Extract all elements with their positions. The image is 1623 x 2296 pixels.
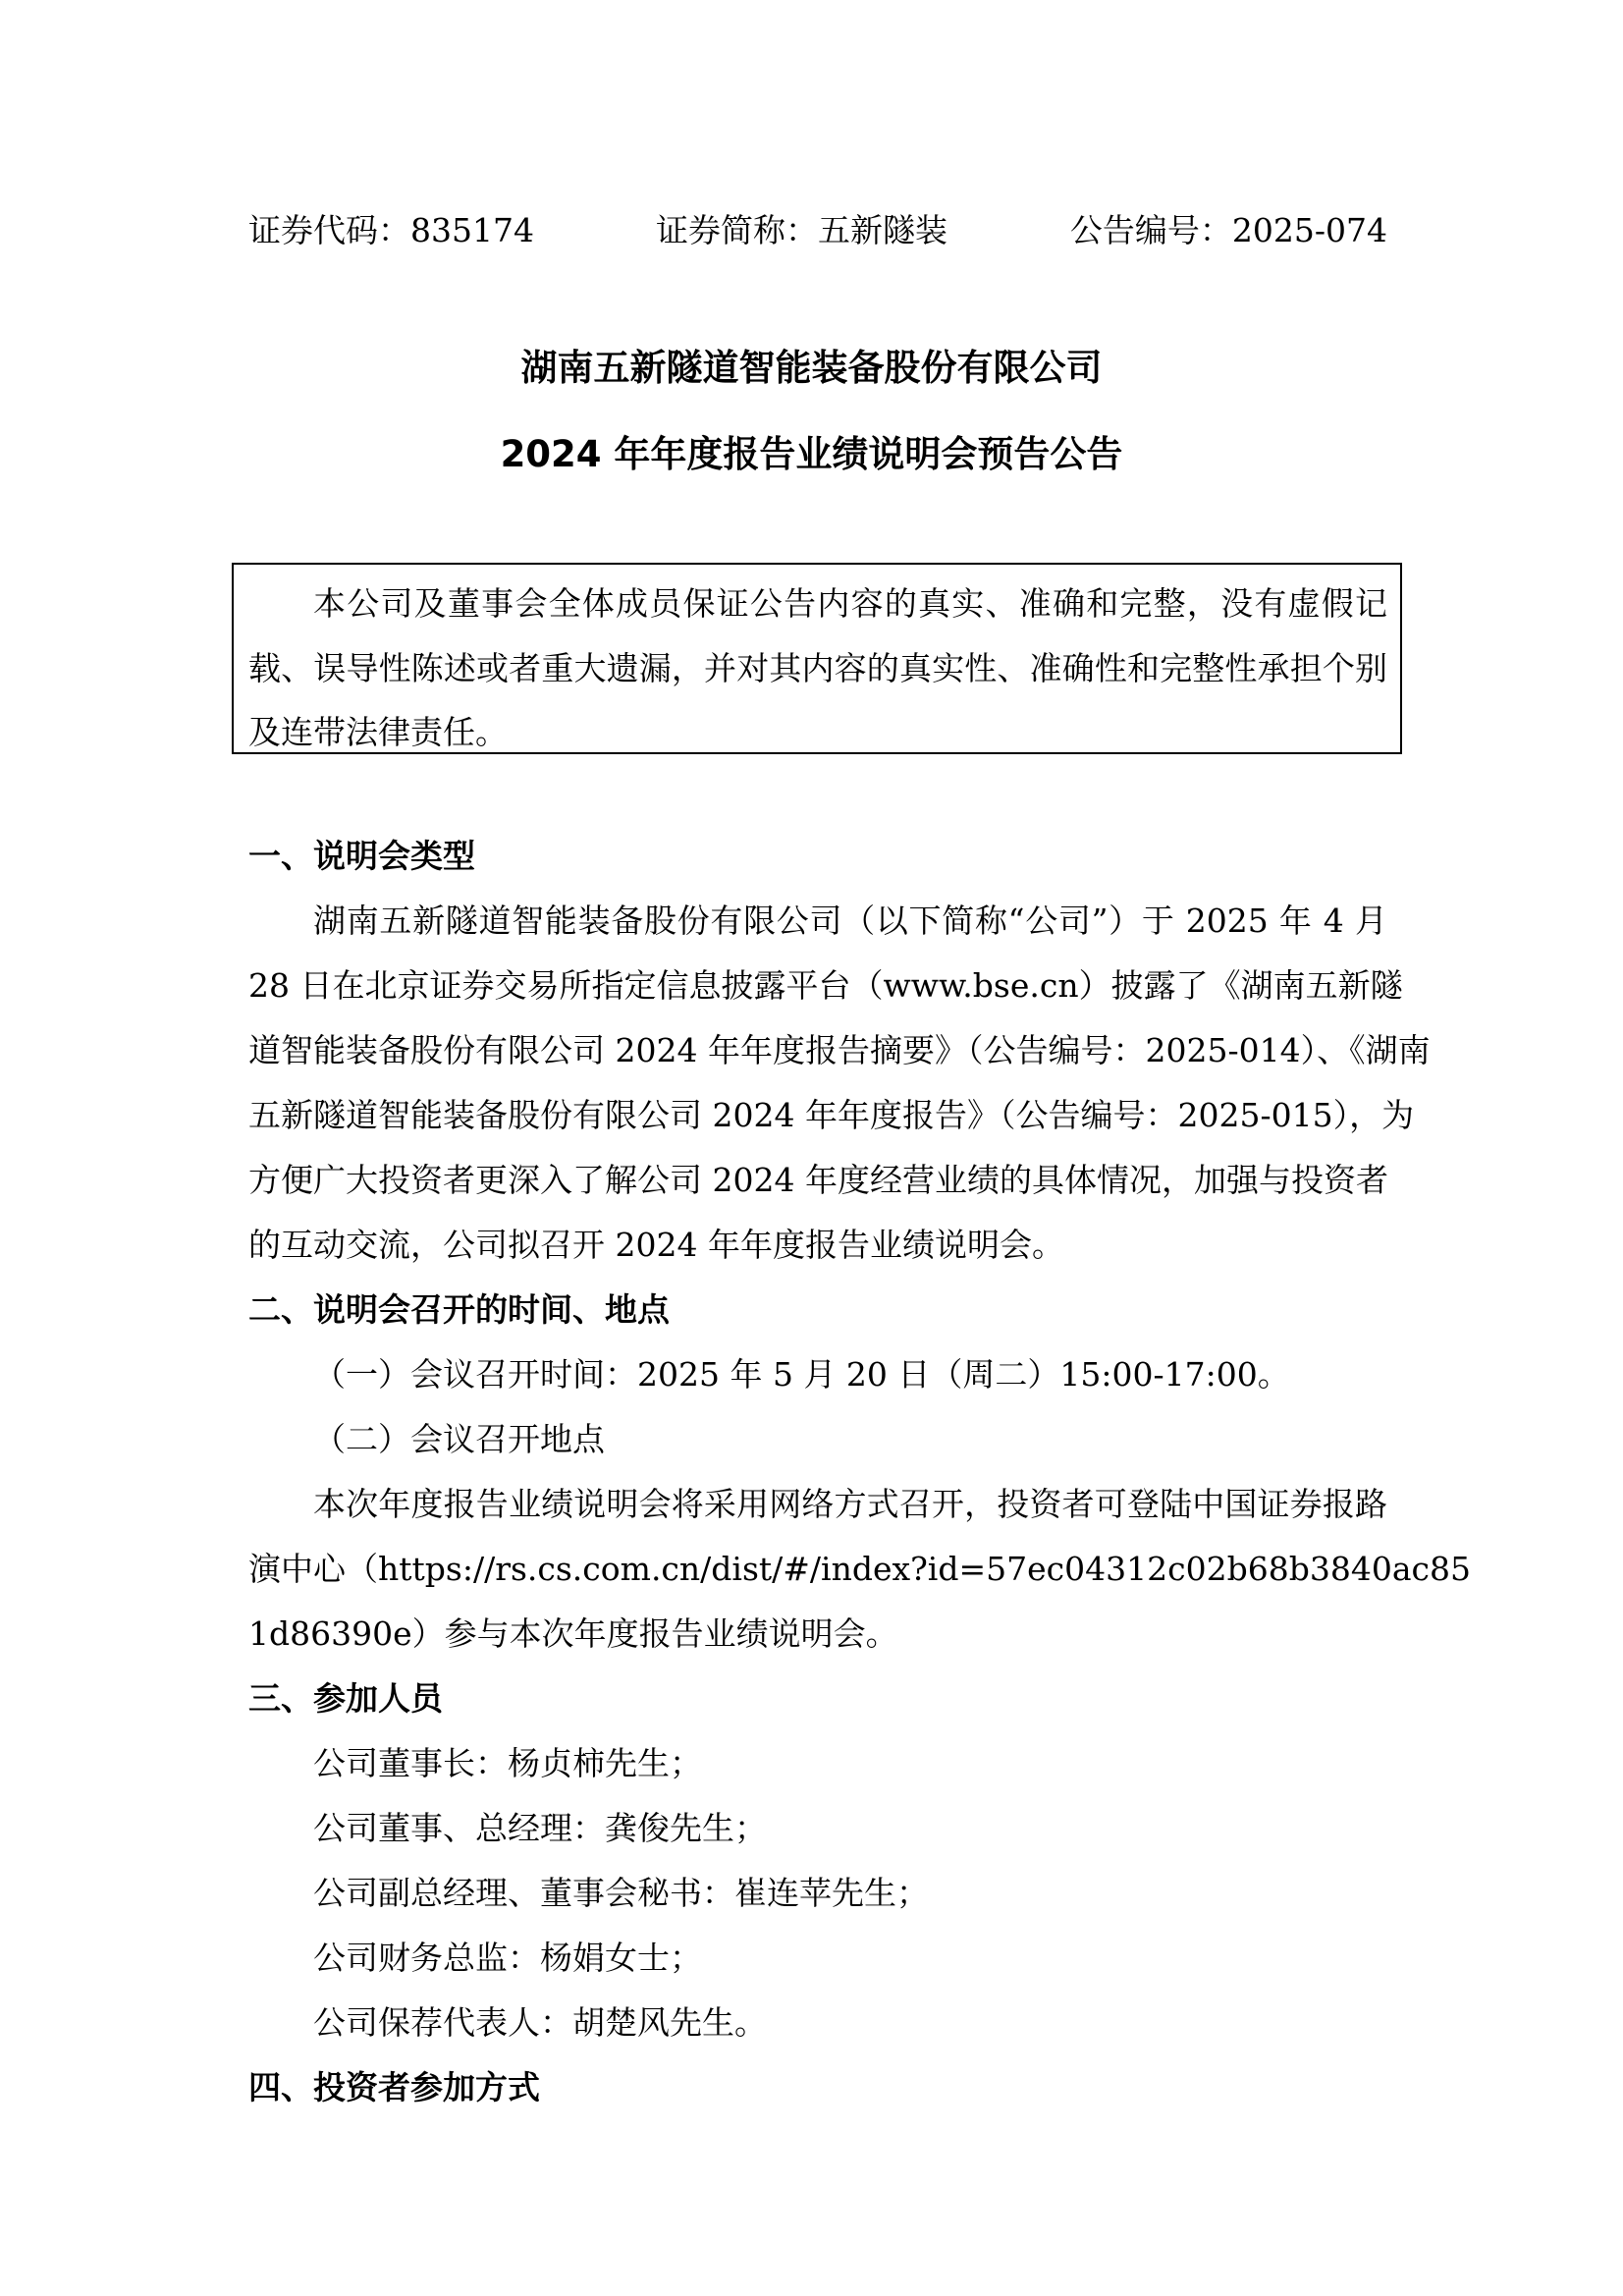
participant-item: 公司副总经理、董事会秘书：崔连苹先生；	[313, 1874, 929, 1912]
paragraph-line: 道智能装备股份有限公司 2024 年年度报告摘要》（公告编号：2025-014）、《湖南	[248, 1031, 1431, 1069]
document-header	[248, 206, 1387, 255]
paragraph-line: 五新隧道智能装备股份有限公司 2024 年年度报告》（公告编号：2025-015），为	[248, 1096, 1415, 1134]
stock-abbreviation: 证券简称：五新隧装	[656, 211, 947, 249]
disclaimer-box	[232, 563, 1402, 754]
paragraph-line: 方便广大投资者更深入了解公司 2024 年度经营业绩的具体情况，加强与投资者	[248, 1161, 1388, 1199]
paragraph-line: 本次年度报告业绩说明会将采用网络方式召开，投资者可登陆中国证券报路	[313, 1485, 1387, 1523]
participant-item: 公司保荐代表人：胡楚风先生。	[313, 2003, 767, 2042]
section-4-heading: 四、投资者参加方式	[248, 2068, 540, 2106]
paragraph-line: 的互动交流，公司拟召开 2024 年年度报告业绩说明会。	[248, 1226, 1064, 1264]
section-1-heading: 一、说明会类型	[248, 837, 475, 875]
company-title: 湖南五新隧道智能装备股份有限公司	[520, 347, 1103, 389]
announcement-number: 公告编号：2025-074	[1069, 211, 1387, 249]
paragraph-line: 1d86390e）参与本次年度报告业绩说明会。	[248, 1614, 898, 1653]
disclaimer-text: 本公司及董事会全体成员保证公告内容的真实、准确和完整，没有虚假记载、误导性陈述或者重大遗漏，并对其内容的真实性、准确性和完整性承担个别及连带法律责任。	[248, 584, 1387, 751]
participant-item: 公司董事、总经理：龚俊先生；	[313, 1809, 767, 1847]
participant-item: 公司董事长：杨贞柿先生；	[313, 1744, 702, 1782]
stock-code: 证券代码：835174	[248, 211, 534, 249]
paragraph-line: 湖南五新隧道智能装备股份有限公司（以下简称“公司”）于 2025 年 4 月	[313, 902, 1387, 940]
announcement-title: 2024 年年度报告业绩说明会预告公告	[500, 433, 1123, 475]
meeting-place-heading: （二）会议召开地点	[313, 1420, 605, 1458]
section-3-heading: 三、参加人员	[248, 1679, 443, 1718]
section-2-heading: 二、说明会召开的时间、地点	[248, 1290, 670, 1329]
meeting-time: （一）会议召开时间：2025 年 5 月 20 日（周二）15:00-17:00。	[313, 1355, 1290, 1394]
paragraph-line: 28 日在北京证券交易所指定信息披露平台（www.bse.cn）披露了《湖南五新隧	[248, 966, 1403, 1005]
meeting-link-line: 演中心（https://rs.cs.com.cn/dist/#/index?id=57ec04312c02b68b3840ac85	[248, 1550, 1471, 1588]
participant-item: 公司财务总监：杨娟女士；	[313, 1939, 702, 1977]
